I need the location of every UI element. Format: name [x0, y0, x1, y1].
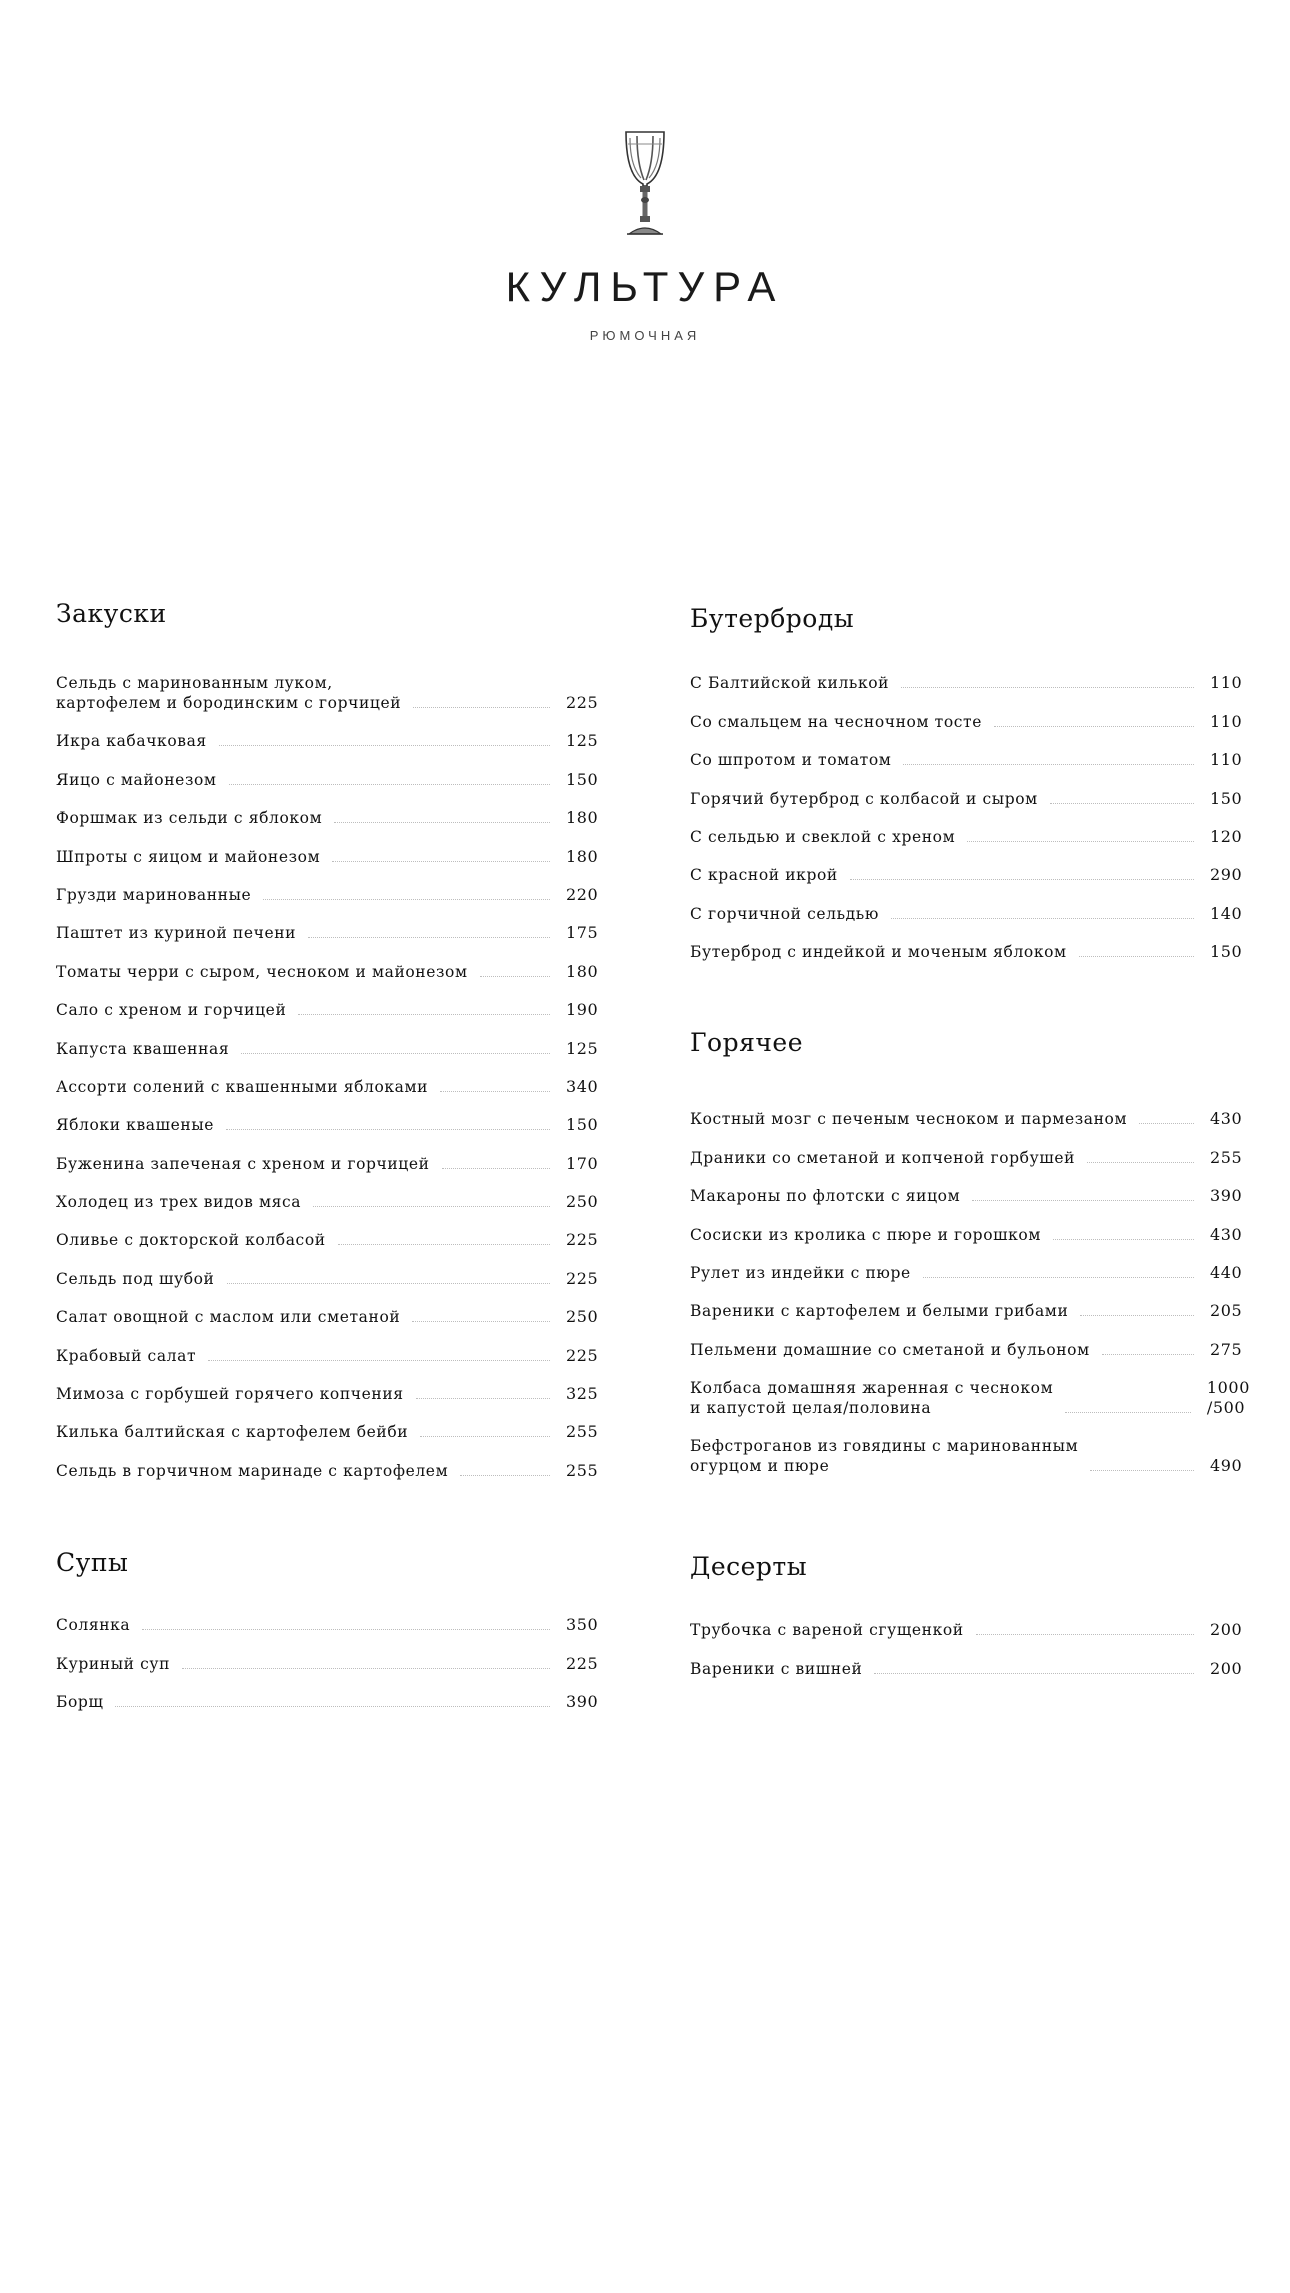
menu-item-price: 180 [566, 808, 599, 828]
menu-item [56, 1635, 606, 1673]
dotted-leader [850, 879, 1194, 880]
menu-item [56, 1135, 606, 1173]
menu-item [690, 847, 1250, 885]
menu-item-price: 440 [1210, 1262, 1243, 1282]
menu-item-name [690, 1436, 1078, 1476]
menu-item-name [690, 1378, 1053, 1418]
dotted-leader [1102, 1354, 1194, 1355]
menu-item-price: 170 [566, 1153, 599, 1173]
menu-item [56, 751, 606, 789]
menu-item-price: 340 [566, 1076, 599, 1096]
menu-item-price: 200 [1210, 1620, 1243, 1640]
menu-item-price: 200 [1210, 1658, 1243, 1678]
menu-item [56, 1289, 606, 1327]
menu-header [0, 130, 1290, 343]
menu-item-price [1207, 1378, 1250, 1418]
menu-item-name: Томаты черри с сыром, чесноком и майонезом [56, 962, 468, 981]
dotted-leader [308, 937, 550, 938]
dotted-leader [229, 784, 550, 785]
menu-item [56, 1442, 606, 1480]
menu-item-name: Яицо с майонезом [56, 770, 217, 789]
menu-item [56, 1404, 606, 1442]
menu-list [690, 1091, 1250, 1476]
menu-item-name: С горчичной сельдью [690, 904, 879, 923]
menu-item-name: Вареники с вишней [690, 1659, 863, 1678]
menu-item [690, 1360, 1250, 1418]
menu-item-name: Рулет из индейки с пюре [690, 1263, 911, 1282]
menu-item-name: Буженина запеченая с хреном и горчицей [56, 1154, 430, 1173]
dotted-leader [901, 687, 1194, 688]
menu-item-price: 140 [1210, 903, 1243, 923]
menu-item [690, 1283, 1250, 1321]
menu-item [56, 1097, 606, 1135]
menu-item-price: 225 [566, 1653, 599, 1673]
dotted-leader [1050, 803, 1194, 804]
dotted-leader [208, 1360, 550, 1361]
menu-item-price: 225 [566, 1345, 599, 1365]
menu-item-name: Макароны по флотски с яицом [690, 1187, 961, 1206]
menu-item [56, 1250, 606, 1288]
section-title: Супы [56, 1548, 129, 1577]
menu-item-price: 275 [1210, 1339, 1243, 1359]
dotted-leader [874, 1673, 1194, 1674]
dotted-leader [891, 918, 1194, 919]
dotted-leader [994, 726, 1194, 727]
menu-item [690, 924, 1250, 962]
menu-item-price: 225 [566, 1230, 599, 1250]
menu-item-name: Оливье с докторской колбасой [56, 1231, 326, 1250]
section-supy [56, 1547, 606, 1712]
menu-item-name-line: картофелем и бородинским с горчицей [56, 694, 402, 712]
menu-item-name: Салат овощной с маслом или сметаной [56, 1308, 401, 1327]
dotted-leader [115, 1706, 550, 1707]
menu-item-name: Сосиски из кролика с пюре и горошком [690, 1225, 1042, 1244]
dotted-leader [972, 1200, 1194, 1201]
menu-item-name: С Балтийской килькой [690, 674, 890, 693]
menu-item-price: 150 [566, 1115, 599, 1135]
dotted-leader [442, 1168, 550, 1169]
dotted-leader [182, 1668, 550, 1669]
menu-item-price: 225 [566, 1268, 599, 1288]
menu-item-name-line: и капустой целая/половина [690, 1398, 932, 1417]
menu-item [690, 1129, 1250, 1167]
section-deserty [690, 1551, 1250, 1679]
menu-item-price: 390 [1210, 1186, 1243, 1206]
menu-item-price: 110 [1210, 673, 1243, 693]
menu-item [56, 982, 606, 1020]
menu-item-name: Яблоки квашеные [56, 1116, 215, 1135]
menu-list [56, 1597, 606, 1712]
menu-item-price: 290 [1210, 865, 1243, 885]
menu-item [690, 1206, 1250, 1244]
dotted-leader [332, 861, 550, 862]
menu-item [690, 1602, 1250, 1640]
menu-item [690, 809, 1250, 847]
menu-item-name: Сало с хреном и горчицей [56, 1001, 287, 1020]
dotted-leader [227, 1283, 551, 1284]
menu-item-price: 150 [566, 769, 599, 789]
menu-list [690, 1602, 1250, 1679]
menu-item-name: Сельдь в горчичном маринаде с картофелем [56, 1461, 449, 1480]
menu-item-price: 180 [566, 961, 599, 981]
menu-item-price: 150 [1210, 942, 1243, 962]
menu-item-name: Грузди маринованные [56, 885, 252, 904]
dotted-leader [440, 1091, 550, 1092]
menu-item-price: 180 [566, 846, 599, 866]
menu-item-price: 255 [566, 1422, 599, 1442]
dotted-leader [967, 841, 1194, 842]
menu-item-price-line: /500 [1206, 1397, 1246, 1417]
menu-item [56, 905, 606, 943]
menu-item-price-line: 1000 [1206, 1377, 1250, 1397]
menu-item [690, 1245, 1250, 1283]
menu-item [56, 1597, 606, 1635]
menu-item [56, 1674, 606, 1712]
menu-list [56, 655, 606, 1481]
menu-item-price: 350 [566, 1615, 599, 1635]
menu-item-name: Борщ [56, 1693, 104, 1712]
menu-item-name: Костный мозг с печеным чесноком и пармезаном [690, 1110, 1128, 1129]
menu-item-price: 175 [566, 923, 599, 943]
menu-item-price: 150 [1210, 788, 1243, 808]
wine-glass-icon [623, 130, 667, 240]
dotted-leader [313, 1206, 550, 1207]
menu-item-name: Трубочка с вареной сгущенкой [690, 1621, 964, 1640]
menu-item-name: Капуста квашенная [56, 1039, 230, 1058]
dotted-leader [480, 976, 550, 977]
dotted-leader [412, 1321, 550, 1322]
menu-item-name [56, 673, 401, 713]
dotted-leader [460, 1475, 550, 1476]
dotted-leader [420, 1436, 550, 1437]
section-title: Бутерброды [690, 604, 855, 633]
menu-item-name: Бутерброд с индейкой и моченым яблоком [690, 943, 1067, 962]
dotted-leader [338, 1244, 550, 1245]
menu-item-name-line: Колбаса домашняя жаренная с чесноком [690, 1378, 1054, 1397]
menu-item [56, 1020, 606, 1058]
menu-item-name: Холодец из трех видов мяса [56, 1193, 302, 1212]
menu-item-name-line: Бефстроганов из говядины с маринованным [690, 1436, 1079, 1455]
menu-item-name: С красной икрой [690, 866, 838, 885]
dotted-leader [1087, 1162, 1194, 1163]
menu-item-name: Форшмак из сельди с яблоком [56, 809, 323, 828]
section-title: Закуски [56, 599, 167, 628]
menu-item [690, 1321, 1250, 1359]
menu-item-name: Крабовый салат [56, 1346, 197, 1365]
menu-item [56, 1366, 606, 1404]
menu-item-price: 255 [566, 1460, 599, 1480]
dotted-leader [923, 1277, 1194, 1278]
menu-item [690, 885, 1250, 923]
menu-item-name: Ассорти солений с квашенными яблоками [56, 1077, 429, 1096]
menu-item [690, 1168, 1250, 1206]
menu-item-name-line: Сельдь с маринованным луком, [56, 674, 333, 692]
menu-item [690, 1640, 1250, 1678]
dotted-leader [1053, 1239, 1194, 1240]
menu-item-name: Пельмени домашние со сметаной и бульоном [690, 1340, 1090, 1359]
menu-item-price: 110 [1210, 750, 1243, 770]
menu-item-price: 430 [1210, 1224, 1243, 1244]
menu-item-price: 250 [566, 1307, 599, 1327]
menu-item-name: Горячий бутерброд с колбасой и сыром [690, 789, 1038, 808]
menu-item-price: 110 [1210, 711, 1243, 731]
dotted-leader [416, 1398, 550, 1399]
brand-subtitle: РЮМОЧНАЯ [589, 328, 701, 343]
section-goryachee [690, 1027, 1250, 1476]
menu-item [56, 790, 606, 828]
dotted-leader [1065, 1412, 1191, 1413]
dotted-leader [976, 1634, 1194, 1635]
menu-item [56, 1212, 606, 1250]
menu-item-name: Сельдь под шубой [56, 1269, 215, 1288]
menu-item-price: 325 [566, 1384, 599, 1404]
menu-item-name: Паштет из куриной печени [56, 924, 297, 943]
dotted-leader [1139, 1123, 1194, 1124]
dotted-leader [1080, 1315, 1194, 1316]
menu-item-name: Со шпротом и томатом [690, 751, 892, 770]
menu-item-price: 255 [1210, 1147, 1243, 1167]
menu-item-name: Куриный суп [56, 1654, 171, 1673]
menu-item-name: Икра кабачковая [56, 732, 207, 751]
menu-item [56, 943, 606, 981]
dotted-leader [241, 1053, 550, 1054]
menu-item-name: С сельдью и свеклой с хреном [690, 827, 956, 846]
menu-item [690, 1091, 1250, 1129]
menu-item-name: Шпроты с яицом и майонезом [56, 847, 321, 866]
menu-item [690, 732, 1250, 770]
menu-list [690, 655, 1250, 962]
dotted-leader [1090, 1470, 1194, 1471]
dotted-leader [219, 745, 550, 746]
menu-item-name: Мимоза с горбушей горячего копчения [56, 1385, 404, 1404]
dotted-leader [298, 1014, 550, 1015]
menu-item-price: 250 [566, 1192, 599, 1212]
brand-title: КУЛЬТУРА [505, 263, 785, 310]
dotted-leader [263, 899, 550, 900]
menu-item [690, 770, 1250, 808]
menu-item [56, 828, 606, 866]
menu-item-name: Килька балтийская с картофелем бейби [56, 1423, 409, 1442]
dotted-leader [226, 1129, 550, 1130]
menu-item [690, 655, 1250, 693]
menu-item [56, 1059, 606, 1097]
menu-item-price: 490 [1210, 1455, 1243, 1475]
section-buterbrody [690, 603, 1250, 962]
menu-item [56, 655, 606, 713]
menu-item-price: 205 [1210, 1301, 1243, 1321]
menu-item-name-line: огурцом и пюре [690, 1456, 830, 1475]
dotted-leader [903, 764, 1194, 765]
menu-item-price: 430 [1210, 1109, 1243, 1129]
menu-item-price: 125 [566, 1038, 599, 1058]
dotted-leader [1079, 956, 1194, 957]
menu-item-price: 390 [566, 1692, 599, 1712]
menu-item [56, 1327, 606, 1365]
menu-item-name: Солянка [56, 1616, 131, 1635]
menu-item-name: Драники со сметаной и копченой горбушей [690, 1148, 1076, 1167]
menu-item [690, 1418, 1250, 1476]
section-zakuski [56, 598, 606, 1481]
menu-item-price: 125 [566, 731, 599, 751]
menu-item-name: Вареники с картофелем и белыми грибами [690, 1302, 1069, 1321]
section-title: Горячее [690, 1028, 803, 1057]
menu-item-name: Со смальцем на чесночном тосте [690, 712, 982, 731]
dotted-leader [142, 1629, 550, 1630]
menu-item [56, 1174, 606, 1212]
menu-item-price: 120 [1210, 826, 1243, 846]
menu-item-price: 190 [566, 1000, 599, 1020]
menu-item-price: 225 [566, 693, 599, 712]
section-title: Десерты [690, 1552, 808, 1581]
dotted-leader [334, 822, 550, 823]
menu-item-price: 220 [566, 884, 599, 904]
menu-item [56, 713, 606, 751]
menu-item [690, 693, 1250, 731]
dotted-leader [413, 707, 550, 708]
menu-item [56, 867, 606, 905]
